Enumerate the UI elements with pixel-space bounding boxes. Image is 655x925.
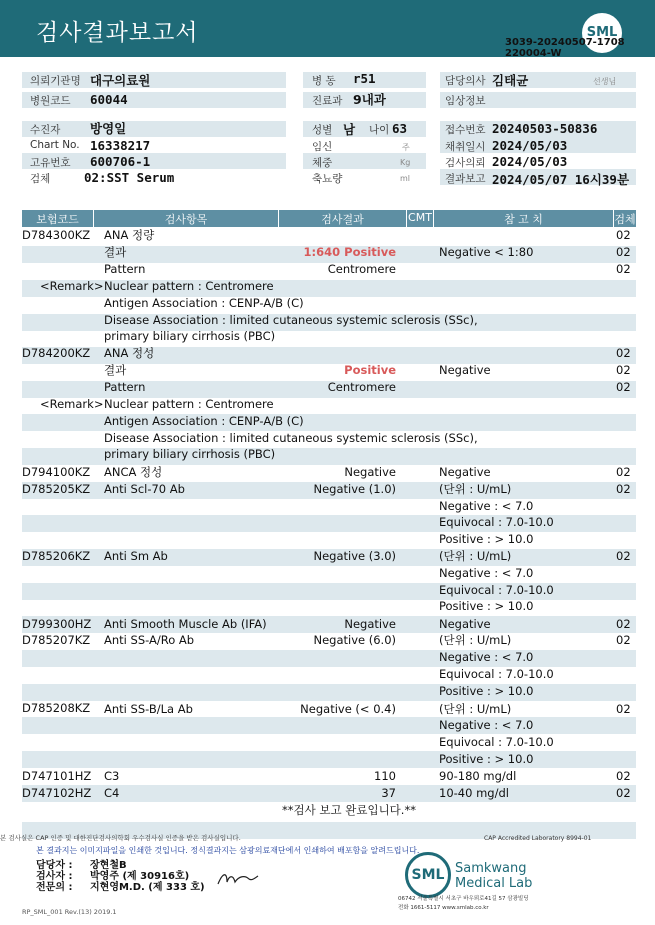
receipt-label: 접수번호 (445, 124, 486, 136)
row-specimen: 02 (616, 549, 631, 563)
lab-name-line-2: Medical Lab (455, 876, 533, 891)
request-label: 검사의뢰 (445, 157, 486, 169)
remark-label: <Remark> (40, 279, 104, 293)
row-specimen: 02 (616, 786, 631, 800)
expert-value: 지현영M.D. (제 333 호) (90, 882, 205, 893)
th-cmt: CMT (408, 211, 432, 224)
row-result: Negative (344, 465, 396, 479)
row-specimen: 02 (616, 633, 631, 647)
report-label: 결과보고 (445, 173, 486, 185)
row-ref: Positive : > 10.0 (439, 532, 534, 546)
certification-note: 본 검사실은 CAP 인증 및 대한진단검사의학회 우수검사실 인증을 받은 검사실입니다. (0, 834, 241, 842)
row-item: Anti Scl-70 Ab (104, 482, 185, 496)
remark-text: primary biliary cirrhosis (PBC) (104, 447, 276, 461)
remark-text: primary biliary cirrhosis (PBC) (104, 329, 276, 343)
row-ref: Negative : < 7.0 (439, 718, 534, 732)
unique-label: 고유번호 (30, 157, 71, 169)
row-item: Pattern (104, 262, 146, 276)
print-notice: 본 결과지는 이미지파일을 인쇄한 것입니다. 정식결과지는 삼광의료재단에서 인쇄하여 배포함을 알려드립니다. (36, 846, 420, 855)
report-value: 2024/05/07 16시39분 (492, 172, 630, 187)
ward-value: r51 (353, 71, 376, 86)
specimen-label: 검체 (30, 173, 51, 185)
remark-text: Antigen Association : CENP-A/B (C) (104, 296, 304, 310)
row-item: ANCA 정성 (104, 465, 163, 479)
doctor-label: 담당의사 (445, 75, 486, 87)
expert-label: 전문의 : (36, 882, 73, 893)
row-code: D784300KZ (22, 228, 91, 242)
row-code: D747102HZ (22, 786, 92, 800)
row-item: Anti Smooth Muscle Ab (IFA) (104, 617, 267, 631)
remark-text: Disease Association : limited cutaneous systemic sclerosis (SSc), (104, 431, 478, 445)
age-label: 나이 (369, 124, 390, 136)
row-ref: 10-40 mg/dl (439, 786, 509, 800)
row-ref: Equivocal : 7.0-10.0 (439, 515, 554, 529)
sml-lab-logo: SML (405, 852, 451, 898)
row-result: Negative (1.0) (313, 482, 396, 496)
row-specimen: 02 (616, 262, 631, 276)
row-result: Centromere (327, 380, 396, 394)
row-specimen: 02 (616, 465, 631, 479)
collect-value: 2024/05/03 (492, 138, 568, 153)
row-result: Negative (6.0) (313, 633, 396, 647)
preg-label: 임신 (312, 141, 333, 153)
receipt-value: 20240503-50836 (492, 121, 598, 136)
row-ref: Positive : > 10.0 (439, 684, 534, 698)
specimen-value: 02:SST Serum (84, 170, 175, 185)
report-title: 검사결과보고서 (36, 20, 199, 46)
remark-text: Nuclear pattern : Centromere (104, 397, 274, 411)
row-specimen: 02 (616, 363, 631, 377)
row-result: Positive (344, 363, 396, 377)
collect-label: 채취일시 (445, 141, 486, 153)
report-number-line-1: 3039-20240507-1708 (505, 37, 625, 48)
row-ref: Equivocal : 7.0-10.0 (439, 583, 554, 597)
row-ref: (단위 : U/mL) (439, 702, 512, 716)
dept-value: 9내과 (353, 92, 386, 107)
doctor-suffix: 선생님 (593, 77, 617, 86)
urine-unit: ml (400, 174, 411, 183)
lab-name-line-1: Samkwang (455, 861, 527, 876)
lab-phone: 전화 1661-5117 www.smlab.co.kr (398, 905, 489, 911)
row-ref: Negative (439, 617, 491, 631)
row-specimen: 02 (616, 346, 631, 360)
sml-logo: SML (582, 13, 622, 53)
age-value: 63 (392, 121, 408, 136)
patient-name: 방영일 (90, 121, 127, 136)
row-code: D785206KZ (22, 549, 91, 563)
row-specimen: 02 (616, 245, 631, 259)
signature-icon (215, 870, 260, 888)
row-ref: Equivocal : 7.0-10.0 (439, 735, 554, 749)
th-item: 검사항목 (164, 213, 208, 226)
row-ref: Negative : < 7.0 (439, 499, 534, 513)
row-specimen: 02 (616, 769, 631, 783)
row-item: Anti SS-A/Ro Ab (104, 633, 195, 647)
clinical-label: 임상정보 (445, 95, 486, 107)
doctor-value: 김태균 (492, 73, 529, 88)
row-result: Negative (344, 617, 396, 631)
row-item: C4 (104, 786, 120, 800)
chart-label: Chart No. (30, 139, 80, 151)
row-result: Centromere (327, 262, 396, 276)
hospital-label: 의뢰기관명 (30, 75, 81, 87)
sex-label: 성별 (312, 124, 333, 136)
row-item: ANA 정량 (104, 228, 155, 242)
th-specimen: 검체 (614, 213, 636, 226)
row-ref: Negative : < 7.0 (439, 650, 534, 664)
report-complete-text: **검사 보고 완료입니다.** (282, 803, 416, 817)
urine-label: 축뇨량 (312, 173, 343, 185)
th-result: 검사결과 (321, 213, 364, 226)
row-item: Anti Sm Ab (104, 549, 168, 563)
row-ref: Positive : > 10.0 (439, 599, 534, 613)
weight-unit: Kg (400, 158, 411, 167)
row-ref: Negative (439, 465, 491, 479)
row-code: D799300HZ (22, 617, 92, 631)
row-code: D784200KZ (22, 346, 91, 360)
row-item: ANA 정성 (104, 346, 155, 360)
row-specimen: 02 (616, 482, 631, 496)
row-ref: Negative < 1:80 (439, 245, 534, 259)
row-ref: (단위 : U/mL) (439, 482, 512, 496)
th-ref: 참 고 치 (504, 213, 543, 226)
row-specimen: 02 (616, 617, 631, 631)
row-result: 37 (381, 786, 396, 800)
sex-value: 남 (343, 122, 356, 137)
dept-label: 진료과 (312, 95, 343, 107)
resp-value: 장현철B (90, 860, 127, 871)
row-code: D794100KZ (22, 465, 91, 479)
remark-text: Nuclear pattern : Centromere (104, 279, 274, 293)
hospital-value: 대구의료원 (90, 73, 151, 88)
form-number: RP_SML_001 Rev.(13) 2019.1 (22, 908, 117, 916)
row-ref: Equivocal : 7.0-10.0 (439, 667, 554, 681)
hospcode-label: 병원코드 (30, 95, 71, 107)
row-specimen: 02 (616, 380, 631, 394)
row-ref: (단위 : U/mL) (439, 549, 512, 563)
row-code: D785207KZ (22, 633, 91, 647)
hospcode-value: 60044 (90, 92, 128, 107)
row-item: C3 (104, 769, 120, 783)
th-code: 보험코드 (36, 213, 79, 226)
row-result: Negative (< 0.4) (300, 702, 396, 716)
preg-unit: 주 (402, 143, 410, 152)
row-specimen: 02 (616, 228, 631, 242)
row-code: D785208KZ (22, 701, 91, 715)
remark-text: Disease Association : limited cutaneous systemic sclerosis (SSc), (104, 313, 478, 327)
patient-label: 수진자 (30, 124, 61, 136)
report-number-line-2: 220004-W (505, 48, 562, 59)
unique-value: 600706-1 (90, 154, 151, 169)
row-result: 110 (374, 769, 396, 783)
row-result: Negative (3.0) (313, 549, 396, 563)
row-code: D785205KZ (22, 482, 91, 496)
row-item: 결과 (104, 363, 127, 377)
row-item: 결과 (104, 245, 127, 259)
row-ref: Negative (439, 363, 491, 377)
remark-label: <Remark> (40, 397, 104, 411)
weight-label: 체중 (312, 157, 333, 169)
ward-label: 병 동 (312, 75, 336, 87)
row-ref: 90-180 mg/dl (439, 769, 517, 783)
lab-address: 06742 서울특별시 서초구 바우뫼로41길 57 삼광빌딩 (398, 896, 529, 902)
request-value: 2024/05/03 (492, 154, 568, 169)
lab-name (455, 861, 532, 891)
row-item: Anti SS-B/La Ab (104, 702, 193, 716)
row-ref: (단위 : U/mL) (439, 633, 512, 647)
tester-label: 검사자 : (36, 871, 73, 882)
row-ref: Negative : < 7.0 (439, 566, 534, 580)
row-item: Pattern (104, 380, 146, 394)
cap-note: CAP Accredited Laboratory 8994-01 (484, 835, 592, 842)
chart-value: 16338217 (90, 138, 151, 153)
row-result: 1:640 Positive (303, 245, 396, 259)
row-ref: Positive : > 10.0 (439, 752, 534, 766)
row-specimen: 02 (616, 702, 631, 716)
remark-text: Antigen Association : CENP-A/B (C) (104, 414, 304, 428)
tester-value: 박영주 (제 30916호) (90, 871, 190, 882)
row-code: D747101HZ (22, 769, 92, 783)
resp-label: 담당자 : (36, 860, 73, 871)
